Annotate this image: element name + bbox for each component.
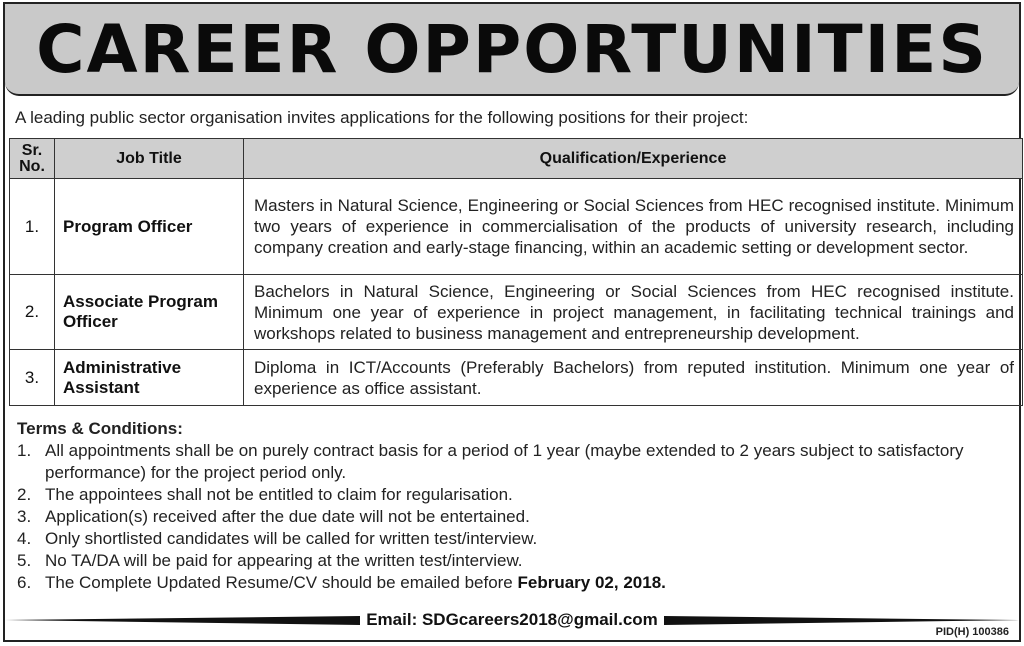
row-sr: 1. — [10, 179, 55, 275]
term-text: The appointees shall not be entitled to claim for regularisation. — [45, 485, 513, 504]
table-row — [10, 350, 1023, 406]
row-job-title: Associate Program Officer — [55, 275, 244, 350]
list-item — [17, 506, 1017, 528]
row-qualification: Masters in Natural Science, Engineering or Social Sciences from HEC recognised institute. Minimum two years of experience in commercialisation of the products of university research, including company creation and early-stage financing, within an academic setting or development sector. — [244, 179, 1023, 275]
row-job-title: Administrative Assistant — [55, 350, 244, 406]
list-item — [17, 572, 1017, 594]
banner-title: CAREER OPPORTUNITIES — [36, 10, 988, 88]
intro-text: A leading public sector organisation invites applications for the following positions for their project: — [15, 108, 749, 127]
row-sr: 2. — [10, 275, 55, 350]
header-job-title: Job Title — [55, 139, 244, 179]
row-sr: 3. — [10, 350, 55, 406]
row-qualification: Bachelors in Natural Science, Engineering or Social Sciences from HEC recognised institute. Minimum one year of experience in project management, in facilitating technical trainings and workshops related to business management and entrepreneurship development. — [244, 275, 1023, 350]
list-item — [17, 528, 1017, 550]
list-item — [17, 550, 1017, 572]
term-text — [45, 572, 1017, 594]
table-row — [10, 275, 1023, 350]
term-text: All appointments shall be on purely contract basis for a period of 1 year (maybe extended to 2 years subject to satisfactory performance) for the project period only. — [45, 441, 964, 482]
term-text: Application(s) received after the due date will not be entertained. — [45, 507, 530, 526]
banner — [5, 4, 1019, 96]
terms-section — [17, 418, 1017, 594]
term-text: Only shortlisted candidates will be called for written test/interview. — [45, 529, 538, 548]
header-sr-no — [10, 139, 55, 179]
term-text-plain: The Complete Updated Resume/CV should be emailed before — [45, 573, 518, 592]
row-job-title: Program Officer — [55, 179, 244, 275]
row-qualification: Diploma in ICT/Accounts (Preferably Bachelors) from reputed institution. Minimum one year of experience as office assistant. — [244, 350, 1023, 406]
term-number: 3. — [17, 507, 32, 526]
email-bar — [5, 609, 1019, 631]
terms-title: Terms & Conditions: — [17, 419, 183, 438]
header-qualification: Qualification/Experience — [244, 139, 1023, 179]
email-contact[interactable]: Email: SDGcareers2018@gmail.com — [360, 610, 664, 630]
term-number: 6. — [17, 573, 32, 592]
deadline-date: February 02, 2018. — [517, 573, 666, 592]
term-number: 4. — [17, 529, 32, 548]
jobs-table — [9, 138, 1023, 406]
table-row — [10, 179, 1023, 275]
list-item — [17, 484, 1017, 506]
term-number: 5. — [17, 551, 32, 570]
header-sr-line1: Sr. — [21, 141, 43, 159]
list-item — [17, 440, 1017, 484]
term-number: 1. — [17, 441, 32, 460]
pid-number: PID(H) 100386 — [935, 626, 1009, 638]
term-number: 2. — [17, 485, 32, 504]
table-header-row — [10, 139, 1023, 179]
header-sr-line2: No. — [19, 157, 45, 175]
term-text: No TA/DA will be paid for appearing at the written test/interview. — [45, 551, 523, 570]
advertisement-page — [3, 2, 1021, 642]
